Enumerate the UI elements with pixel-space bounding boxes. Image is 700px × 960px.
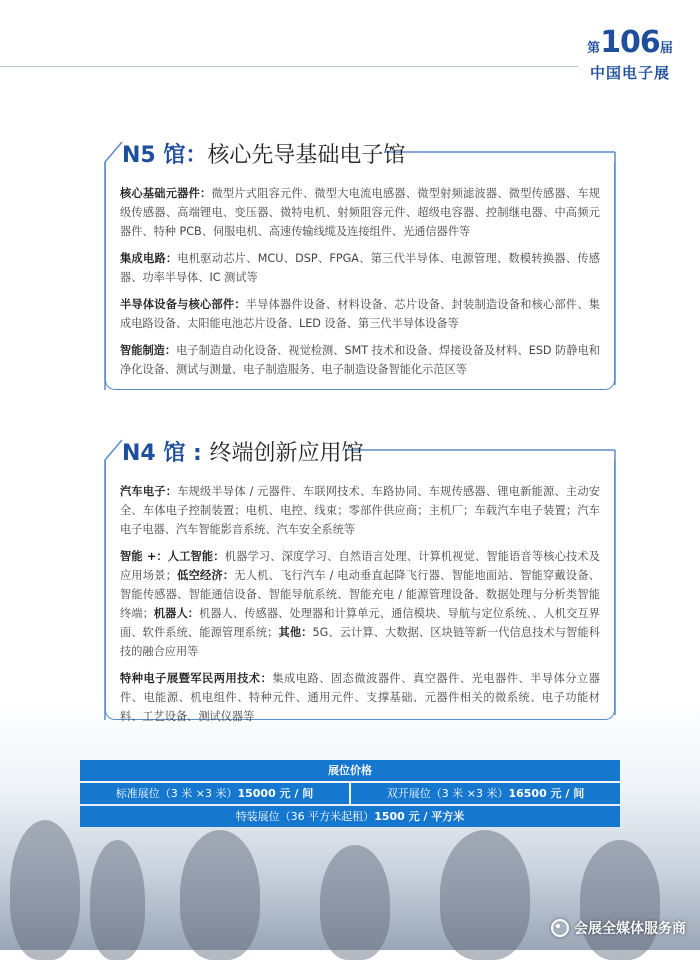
item-text: 车规级半导体 / 元器件、车联网技术、车路协同、车规传感器、锂电新能源、主动安全、车体电子控制装置；电机、电控、线束；零部件供应商；主机厂；车载汽车电子装置；汽车电子电器、汽车智能影音系统、汽车安全系统等: [120, 485, 600, 536]
n4-smart: [120, 547, 600, 661]
watermark: [551, 918, 686, 938]
item-label: 核心基础元器件：: [120, 187, 212, 200]
price-special-label: 特装展位（36 平方米起租）: [235, 810, 375, 823]
item-label: 机器人：: [153, 607, 200, 620]
n5-code: N5 馆: [122, 143, 186, 168]
item-label: 特种电子展暨军民两用技术：: [120, 672, 273, 685]
item-text: 机器学习、深度学习、自然语言处理、计算机视觉、智能语音等核心技术及应用场景；: [120, 550, 600, 582]
price-title: 展位价格: [80, 760, 620, 781]
price-double-value: 16500 元 / 间: [508, 787, 585, 800]
n5-separator: ：: [185, 143, 208, 168]
n5-name: 核心先导基础电子馆: [207, 143, 406, 168]
item-label: 智能 +：: [120, 550, 168, 563]
item-label: 其他：: [278, 626, 313, 639]
logo-number: 106: [600, 25, 660, 60]
item-label: 智能制造：: [120, 344, 177, 357]
item-text: 5G、云计算、大数据、区块链等新一代信息技术与智能科技的融合应用等: [120, 626, 600, 658]
logo-prefix: 第: [587, 41, 601, 56]
n5-title: [122, 138, 405, 169]
price-double-label: 双开展位（3 米 ×3 米）: [386, 787, 509, 800]
logo-subtitle: 中国电子展: [589, 64, 670, 82]
item-text: 电子制造自动化设备、视觉检测、SMT 技术和设备、焊接设备及材料、ESD 防静电和净化设备、测试与测量、电子制造服务、电子制造设备智能化示范区等: [120, 344, 600, 376]
price-special-value: 1500 元 / 平方米: [374, 810, 465, 823]
n5-item: [120, 184, 600, 241]
item-label: 人工智能：: [167, 550, 225, 563]
item-label: 汽车电子：: [120, 485, 178, 498]
n4-title: [122, 436, 364, 467]
price-special: [80, 806, 620, 827]
item-text: 电机驱动芯片、MCU、DSP、FPGA、第三代半导体、电源管理、数模转换器、传感器、功率半导体、IC 测试等: [120, 252, 600, 284]
n5-item: [120, 341, 600, 379]
n4-name: 终端创新应用馆: [209, 441, 364, 466]
item-text: 微型片式阻容元件、微型大电流电感器、微型射频滤波器、微型传感器、车规级传感器、高端锂电、变压器、微特电机、射频阻容元件、超级电容器、控制继电器、中高频元器件、特种 PCB、伺服电机、高速传输线缆及连接组件、光通信器件等: [120, 187, 600, 238]
n4-content: [120, 482, 600, 734]
price-double: [351, 783, 620, 804]
price-standard: [80, 783, 349, 804]
n5-content: [120, 184, 600, 387]
watermark-text: 会展全媒体服务商: [574, 921, 686, 937]
item-text: 机器人、传感器、处理器和计算单元、通信模块、导航与定位系统、、人机交互界面、软件系统、能源管理系统；: [120, 607, 600, 639]
n4-military: [120, 669, 600, 726]
price-standard-label: 标准展位（3 米 ×3 米）: [115, 787, 238, 800]
n4-auto: [120, 482, 600, 539]
weibo-icon: [551, 919, 569, 937]
item-text: 无人机、飞行汽车 / 电动垂直起降飞行器、智能地面站、智能穿戴设备、智能传感器、智能通信设备、智能导航系统、智能充电 / 能源管理设备、数据处理与分析类智能终端；: [120, 569, 600, 620]
n5-item: [120, 295, 600, 333]
logo-suffix: 届: [659, 41, 673, 56]
n4-code: N4 馆: [122, 441, 186, 466]
item-label: 低空经济：: [176, 569, 235, 582]
item-text: 半导体器件设备、材料设备、芯片设备、封装制造设备和核心部件、集成电路设备、太阳能电池芯片设备、LED 设备、第三代半导体设备等: [120, 298, 600, 330]
n5-item: [120, 249, 600, 287]
n4-separator: :: [185, 441, 210, 466]
item-label: 半导体设备与核心部件：: [120, 298, 246, 311]
price-table: [80, 760, 620, 829]
item-label: 集成电路：: [120, 252, 178, 265]
price-standard-value: 15000 元 / 间: [237, 787, 314, 800]
item-text: 集成电路、固态微波器件、真空器件、光电器件、半导体分立器件、电能源、机电组件、特种元件、通用元件、支撑基础、元器件相关的微系统、电子功能材料、工艺设备、测试仪器等: [120, 672, 600, 723]
